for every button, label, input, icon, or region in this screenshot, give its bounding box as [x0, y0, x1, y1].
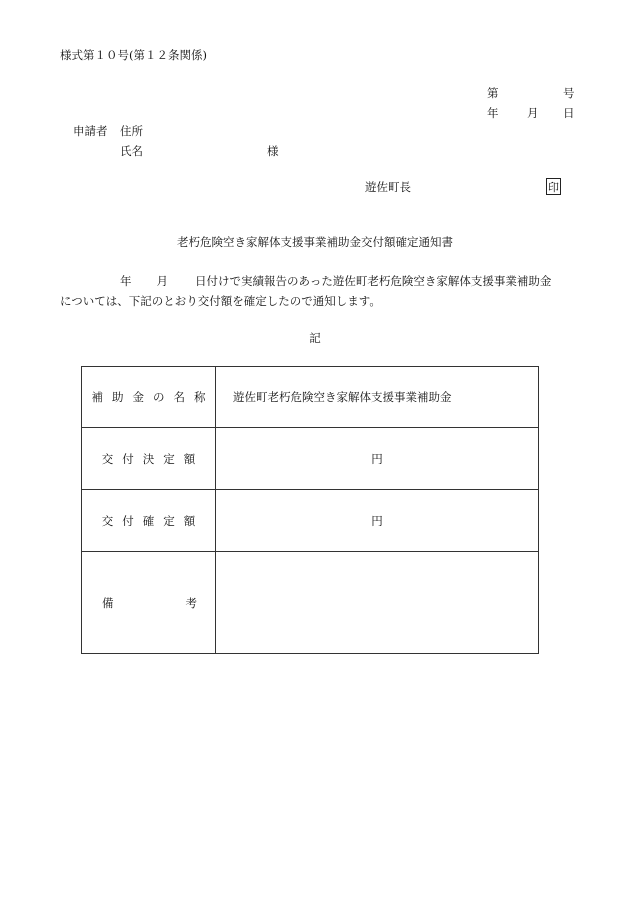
address-label: 住所: [120, 124, 143, 138]
table-label-cell: [82, 428, 216, 490]
applicant-label: 申請者: [73, 124, 108, 138]
decided-amount-value: 円: [216, 428, 539, 490]
remarks-label-cell: [82, 552, 216, 654]
date-day-label: 日: [563, 106, 575, 120]
issuer-name: 遊佐町長: [365, 180, 411, 194]
remarks-label-b: 考: [185, 595, 197, 610]
body-month: 月: [156, 274, 168, 288]
confirmed-amount-value: 円: [216, 490, 539, 552]
form-number: 様式第１０号(第１２条関係): [60, 48, 207, 62]
seal-stamp: 印: [546, 178, 561, 195]
table-label-cell: [82, 367, 216, 428]
table-row: [82, 490, 539, 552]
table-row: [82, 552, 539, 654]
body-year: 年: [120, 274, 132, 288]
decided-amount-label: 交付決定額: [101, 451, 205, 466]
honorific: 様: [267, 144, 279, 158]
subsidy-detail-table: [81, 366, 539, 654]
remarks-value: [216, 552, 539, 654]
document-number-prefix: 第: [487, 86, 499, 100]
subsidy-name-label: 補助金の名称: [91, 390, 215, 404]
table-row: [82, 428, 539, 490]
body-text-line-2: については、下記のとおり交付額を確定したので通知します。: [60, 294, 381, 308]
document-number-suffix: 号: [563, 86, 575, 100]
table-row: [82, 367, 539, 428]
ki-heading: 記: [309, 331, 321, 345]
confirmed-amount-label: 交付確定額: [101, 513, 205, 528]
body-line1-rest: 日付けで実績報告のあった遊佐町老朽危険空き家解体支援事業補助金: [195, 274, 552, 288]
date-month-label: 月: [527, 106, 539, 120]
date-year-label: 年: [487, 106, 499, 120]
document-title: 老朽危険空き家解体支援事業補助金交付額確定通知書: [177, 235, 453, 249]
remarks-label-a: 備: [102, 595, 114, 610]
name-label: 氏名: [120, 144, 143, 158]
body-text-line-1: [120, 276, 551, 288]
table-label-cell: [82, 490, 216, 552]
subsidy-name-value: 遊佐町老朽危険空き家解体支援事業補助金: [216, 367, 539, 428]
